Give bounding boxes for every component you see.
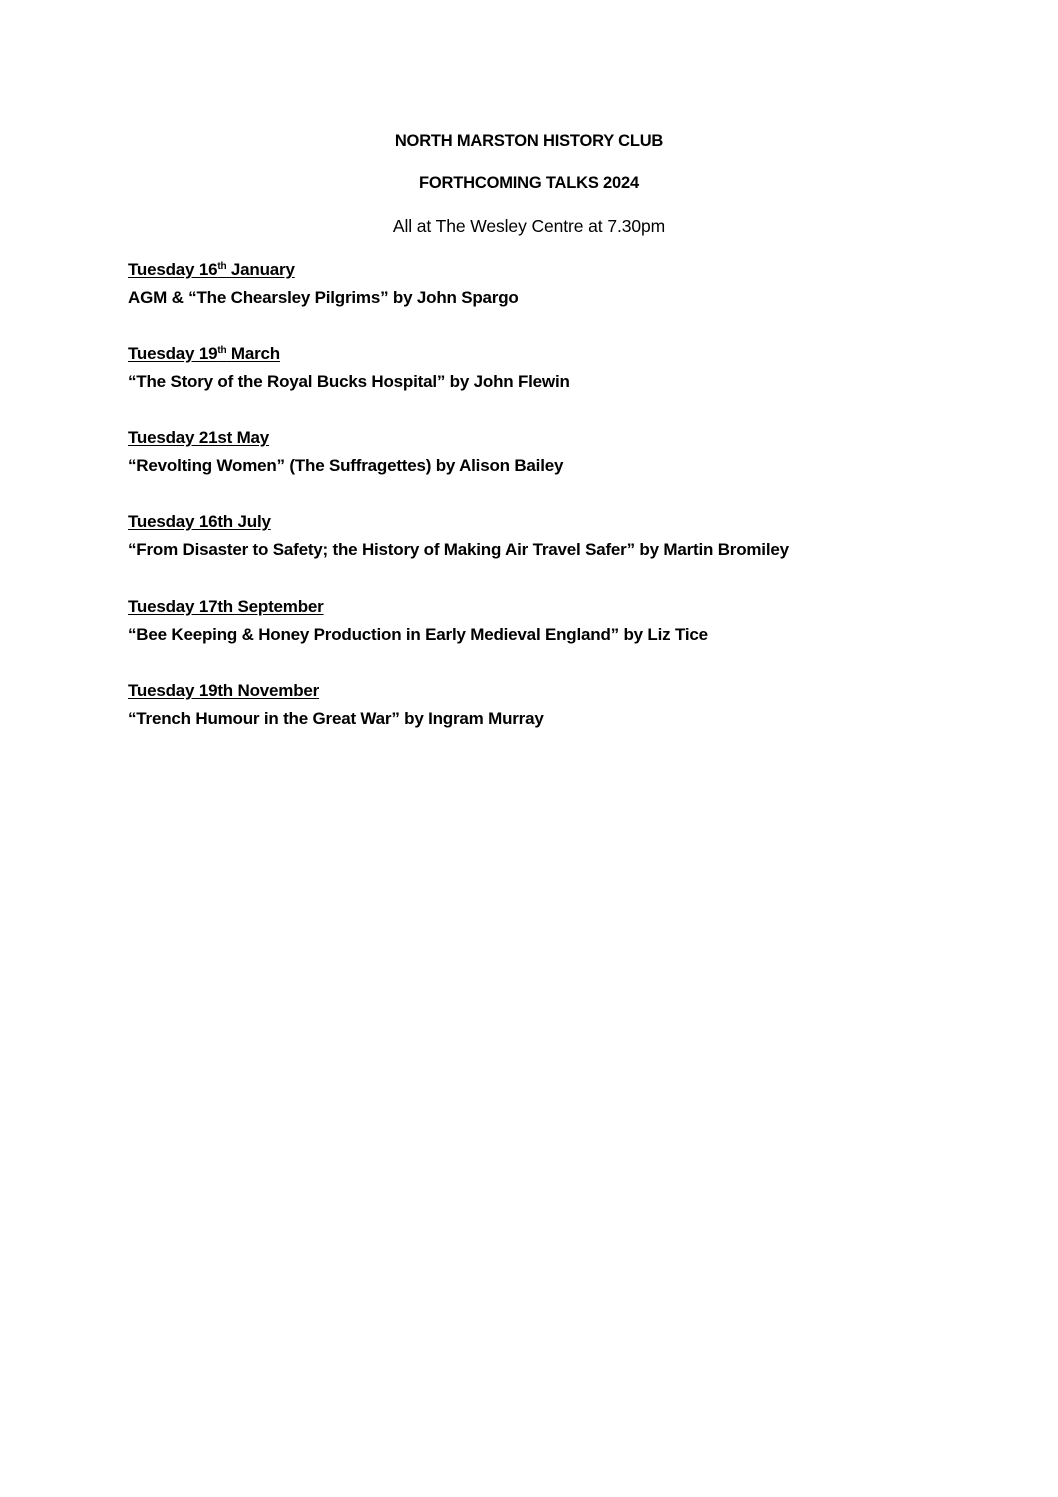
talk-date	[128, 256, 295, 284]
talk-date-ordinal: th	[217, 261, 227, 272]
talk-entry	[128, 593, 1008, 649]
talk-date	[128, 340, 280, 368]
club-name-heading: NORTH MARSTON HISTORY CLUB	[394, 132, 664, 150]
talk-title: “The Story of the Royal Bucks Hospital” by John Flewin	[128, 372, 570, 391]
talk-date-ordinal: th	[217, 345, 227, 356]
venue-line: All at The Wesley Centre at 7.30pm	[392, 216, 666, 236]
talks-subtitle: FORTHCOMING TALKS 2024	[419, 174, 639, 192]
talk-date-main: Tuesday 19th November	[128, 681, 320, 700]
talk-entry	[128, 677, 1008, 733]
talk-entry	[128, 340, 1008, 396]
talk-date	[128, 424, 269, 452]
talk-entry	[128, 256, 1008, 312]
talk-date	[128, 593, 324, 621]
talk-date-main: Tuesday 21st May	[128, 428, 270, 447]
talk-date-month: January	[226, 260, 295, 279]
talk-date	[128, 677, 319, 705]
talk-entry	[128, 424, 1008, 480]
talk-date-main: Tuesday 16th July	[128, 512, 271, 531]
talk-date-month: March	[226, 344, 280, 363]
talk-date-main: Tuesday 19	[128, 344, 218, 363]
talk-date	[128, 508, 271, 536]
talk-date-main: Tuesday 16	[128, 260, 218, 279]
talk-title: “From Disaster to Safety; the History of Making Air Travel Safer” by Martin Bromiley	[128, 540, 789, 559]
talk-title: “Trench Humour in the Great War” by Ingram Murray	[128, 709, 544, 728]
talk-title: AGM & “The Chearsley Pilgrims” by John Spargo	[128, 288, 519, 307]
talk-entry	[128, 508, 1008, 564]
talk-title: “Revolting Women” (The Suffragettes) by Alison Bailey	[128, 456, 564, 475]
talk-date-main: Tuesday 17th September	[128, 597, 324, 616]
talk-title: “Bee Keeping & Honey Production in Early Medieval England” by Liz Tice	[128, 625, 708, 644]
